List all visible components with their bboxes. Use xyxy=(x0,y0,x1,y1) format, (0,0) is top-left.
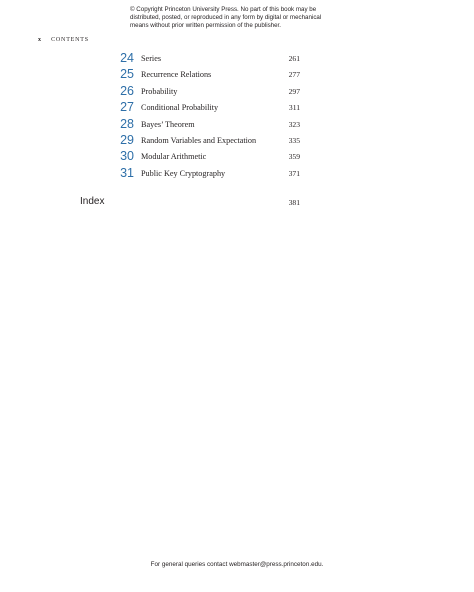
chapter-page: 261 xyxy=(288,54,300,63)
chapter-number: 29 xyxy=(120,132,134,147)
chapter-title: Bayes’ Theorem xyxy=(141,119,195,129)
chapter-number: 26 xyxy=(120,83,134,98)
chapter-page: 277 xyxy=(288,70,300,80)
chapter-number: 27 xyxy=(120,100,134,115)
running-header xyxy=(38,37,89,43)
chapter-title: Series xyxy=(141,54,162,63)
toc-entry[interactable] xyxy=(118,117,300,133)
chapter-title: Public Key Cryptography xyxy=(141,168,226,178)
chapter-page: 335 xyxy=(288,135,300,145)
toc-entry[interactable] xyxy=(118,100,300,116)
section-title: CONTENTS xyxy=(51,37,89,43)
chapter-number: 24 xyxy=(120,51,134,65)
copyright-line: means without prior written permission of the publisher. xyxy=(130,22,281,30)
copyright-line: distributed, posted, or reproduced in any form by digital or mechanical xyxy=(130,14,322,22)
chapter-number: 28 xyxy=(120,116,134,131)
chapter-page: 371 xyxy=(288,168,300,178)
copyright-notice xyxy=(130,6,370,31)
chapter-page: 297 xyxy=(288,86,300,96)
toc-index-entry[interactable] xyxy=(80,196,300,210)
table-of-contents xyxy=(118,51,300,182)
chapter-title: Random Variables and Expectation xyxy=(141,135,257,145)
chapter-page: 311 xyxy=(288,103,300,113)
chapter-number: 31 xyxy=(120,165,134,180)
toc-entry[interactable] xyxy=(118,166,300,182)
toc-entry[interactable] xyxy=(118,149,300,165)
chapter-title: Conditional Probability xyxy=(141,103,219,113)
toc-entry[interactable] xyxy=(118,67,300,83)
toc-entry[interactable] xyxy=(118,84,300,100)
toc-entry[interactable] xyxy=(118,133,300,149)
chapter-title: Modular Arithmetic xyxy=(141,152,207,162)
chapter-page: 323 xyxy=(288,119,300,129)
chapter-title: Probability xyxy=(141,86,178,96)
footer-contact: For general queries contact webmaster@press.princeton.edu. xyxy=(150,561,324,568)
toc-entry[interactable] xyxy=(118,51,300,67)
chapter-number: 30 xyxy=(120,149,134,164)
chapter-number: 25 xyxy=(120,67,134,82)
index-label: Index xyxy=(80,196,105,207)
copyright-line: © Copyright Princeton University Press. No part of this book may be xyxy=(130,6,317,13)
page-numeral: x xyxy=(38,37,42,43)
chapter-title: Recurrence Relations xyxy=(141,70,212,80)
index-page: 381 xyxy=(288,198,300,207)
chapter-page: 359 xyxy=(288,152,300,162)
